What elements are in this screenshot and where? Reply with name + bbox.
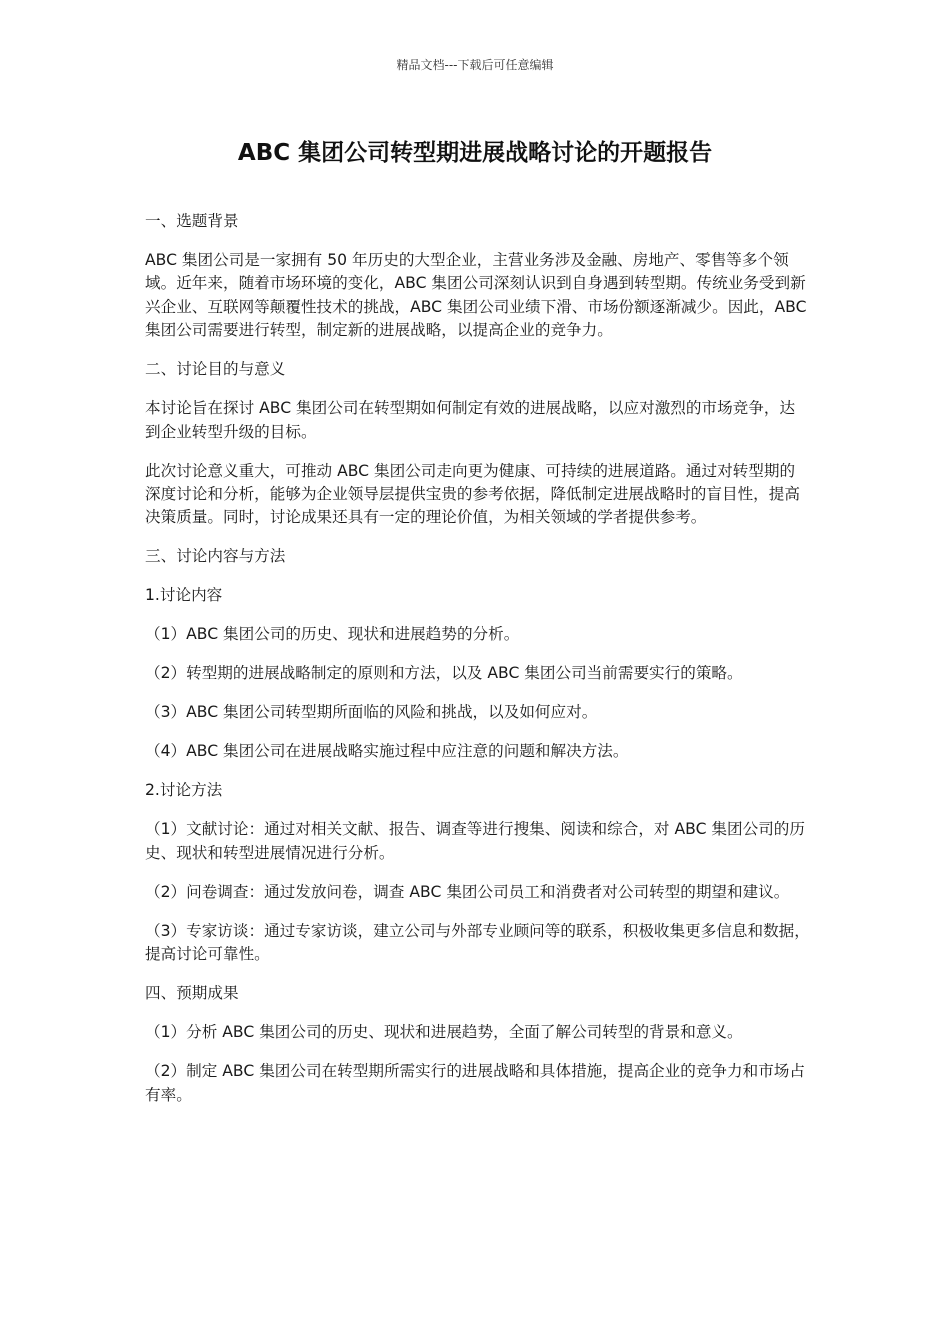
document-body bbox=[145, 210, 810, 1123]
section-heading-background: 一、选题背景 bbox=[145, 212, 239, 230]
subheading-methods: 2.讨论方法 bbox=[145, 781, 223, 800]
paragraph-background: ABC 集团公司是一家拥有 50 年历史的大型企业，主营业务涉及金融、房地产、零售等多个领域。近年来，随着市场环境的变化，ABC 集团公司深刻认识到自身遇到转型期。传统业务受到新兴企业、互联网等颠覆性技术的挑战，ABC 集团公司业绩下滑、市场份额逐渐减少。因此，ABC 集团公司需要进行转型，制定新的进展战略，以提高企业的竞争力。 bbox=[145, 251, 807, 340]
list-item-method-3: （3）专家访谈：通过专家访谈，建立公司与外部专业顾问等的联系，积极收集更多信息和数据，提高讨论可靠性。 bbox=[145, 921, 810, 964]
paragraph-purpose: 本讨论旨在探讨 ABC 集团公司在转型期如何制定有效的进展战略，以应对激烈的市场竞争，达到企业转型升级的目标。 bbox=[145, 399, 796, 441]
section-heading-purpose: 二、讨论目的与意义 bbox=[145, 360, 286, 379]
header-note: 精品文档---下载后可任意编辑 bbox=[396, 58, 554, 72]
document-title: ABC 集团公司转型期进展战略讨论的开题报告 bbox=[237, 140, 713, 166]
subheading-content: 1.讨论内容 bbox=[145, 586, 223, 605]
list-item-content-2: （2）转型期的进展战略制定的原则和方法，以及 ABC 集团公司当前需要实行的策略。 bbox=[145, 664, 743, 683]
paragraph-significance: 此次讨论意义重大，可推动 ABC 集团公司走向更为健康、可持续的进展道路。通过对转型期的深度讨论和分析，能够为企业领导层提供宝贵的参考依据，降低制定进展战略时的盲目性，提高决策质量。同时，讨论成果还具有一定的理论价值，为相关领域的学者提供参考。 bbox=[145, 461, 800, 527]
list-item-content-1: （1）ABC 集团公司的历史、现状和进展趋势的分析。 bbox=[145, 625, 520, 644]
list-item-result-2: （2）制定 ABC 集团公司在转型期所需实行的进展战略和具体措施，提高企业的竞争力和市场占有率。 bbox=[145, 1062, 805, 1104]
list-item-method-1: （1）文献讨论：通过对相关文献、报告、调查等进行搜集、阅读和综合，对 ABC 集团公司的历史、现状和转型进展情况进行分析。 bbox=[145, 820, 805, 862]
section-heading-content-methods: 三、讨论内容与方法 bbox=[145, 547, 286, 566]
section-heading-expected-results: 四、预期成果 bbox=[145, 984, 239, 1003]
list-item-content-4: （4）ABC 集团公司在进展战略实施过程中应注意的问题和解决方法。 bbox=[145, 742, 629, 761]
list-item-result-1: （1）分析 ABC 集团公司的历史、现状和进展趋势，全面了解公司转型的背景和意义。 bbox=[145, 1023, 743, 1042]
list-item-method-2: （2）问卷调查：通过发放问卷，调查 ABC 集团公司员工和消费者对公司转型的期望和建议。 bbox=[145, 882, 790, 901]
list-item-content-3: （3）ABC 集团公司转型期所面临的风险和挑战，以及如何应对。 bbox=[145, 703, 598, 722]
